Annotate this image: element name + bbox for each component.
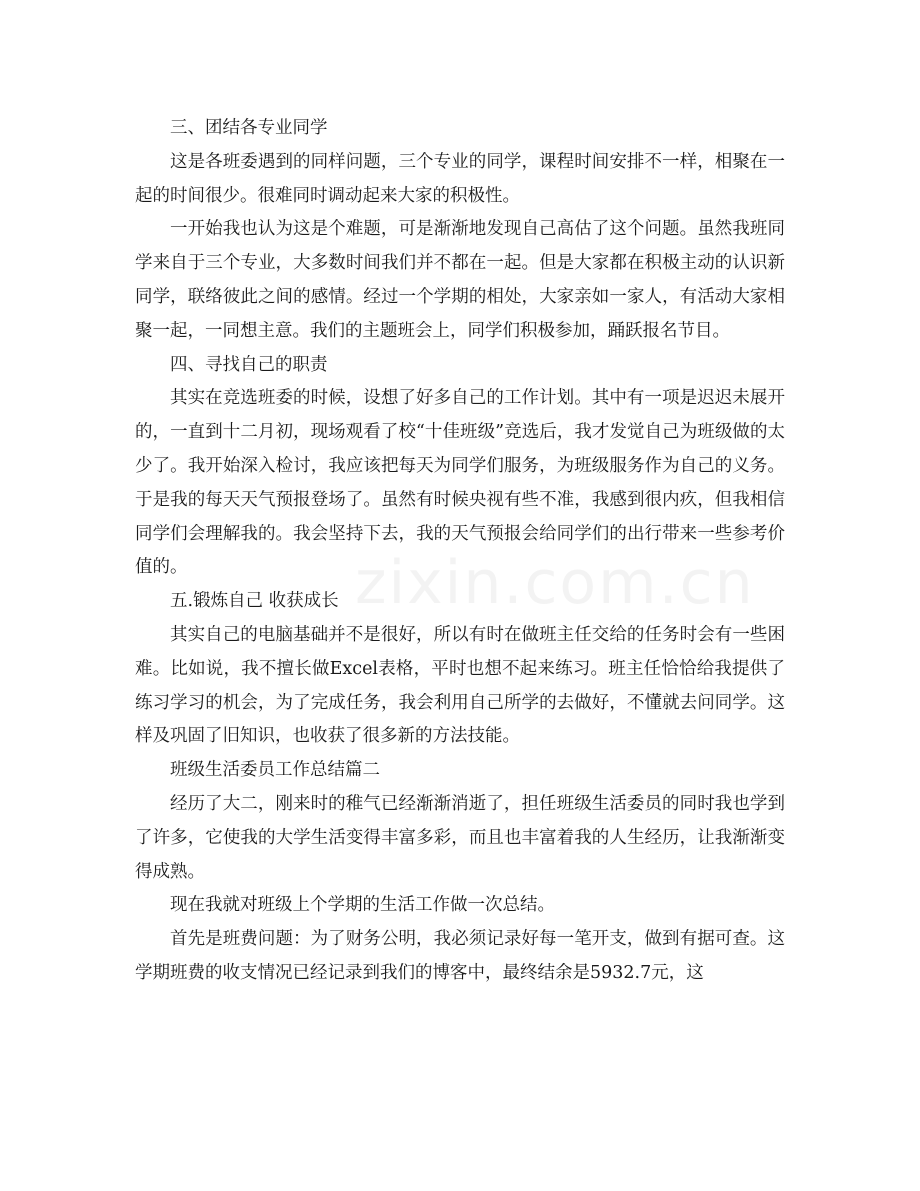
paragraph: 经历了大二，刚来时的稚气已经渐渐消逝了，担任班级生活委员的同时我也学到了许多，它使我的大学生活变得丰富多彩，而且也丰富着我的人生经历，让我渐渐变得成熟。: [135, 793, 785, 882]
paragraph: 其实在竞选班委的时候，设想了好多自己的工作计划。其中有一项是迟迟未展开的，一直到十二月初，现场观看了校“十佳班级”竞选后，我才发觉自己为班级做的太少了。我开始深入检讨，我应该把每天为同学们服务，为班级服务作为自己的义务。于是我的每天天气预报登场了。虽然有时候央视有些不准，我感到很内疚，但我相信同学们会理解我的。我会坚持下去，我的天气预报会给同学们的出行带来一些参考价值的。: [135, 388, 785, 578]
paragraph: 其实自己的电脑基础并不是很好，所以有时在做班主任交给的任务时会有一些困难。比如说，我不擅长做Excel表格，平时也想不起来练习。班主任恰恰给我提供了练习学习的机会，为了完成任务，我会利用自己所学的去做好，不懂就去问同学。这样及巩固了旧知识，也收获了很多新的方法技能。: [135, 624, 785, 747]
section-heading-unite-classmates: 三、团结各专业同学: [170, 118, 328, 138]
document-body: [135, 112, 785, 991]
paragraph: 这是各班委遇到的同样问题，三个专业的同学，课程时间安排不一样，相聚在一起的时间很少。很难同时调动起来大家的积极性。: [135, 151, 785, 206]
paragraph: 现在我就对班级上个学期的生活工作做一次总结。: [170, 895, 555, 916]
section-heading-self-growth: 五.锻炼自己 收获成长: [170, 591, 339, 612]
section-heading-find-duties: 四、寻找自己的职责: [170, 354, 328, 375]
watermark: zixin.com.cn: [355, 548, 755, 618]
paragraph: 首先是班费问题：为了财务公明，我必须记录好每一笔开支，做到有据可查。这学期班费的收支情况已经记录到我们的博客中，最终结余是5932.7元，这: [135, 929, 785, 983]
paragraph: 一开始我也认为这是个难题，可是渐渐地发现自己高估了这个问题。虽然我班同学来自于三个专业，大多数时间我们并不都在一起。但是大家都在积极主动的认识新同学，联络彼此之间的感情。经过一个学期的相处，大家亲如一家人，有活动大家相聚一起，一同想主意。我们的主题班会上，同学们积极参加，踊跃报名节目。: [135, 219, 785, 341]
article-title-part-two: 班级生活委员工作总结篇二: [170, 760, 380, 781]
